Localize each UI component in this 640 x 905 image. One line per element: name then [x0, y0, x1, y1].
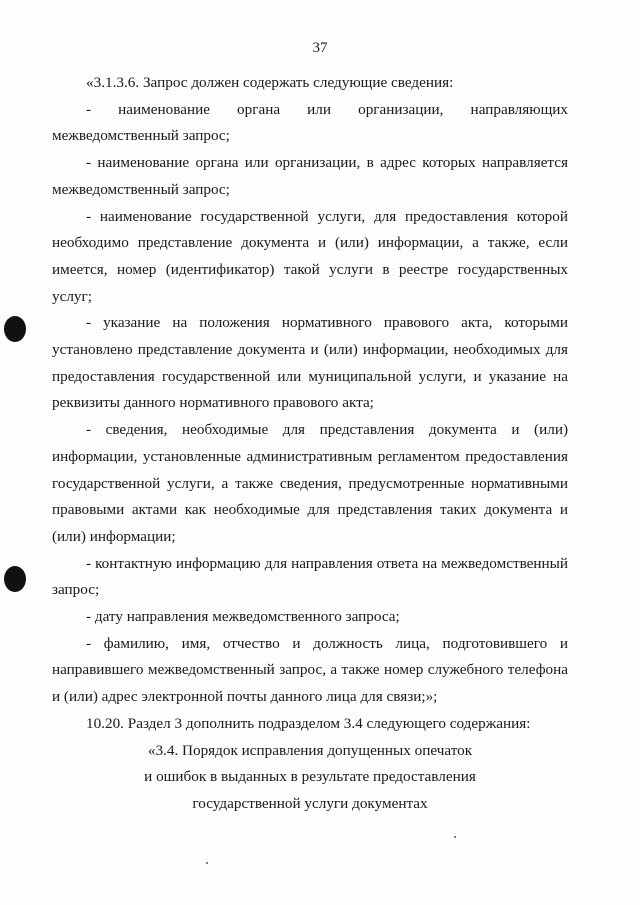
list-item-recipient-organ: - наименование органа или организации, в адрес которых направляется межведомственный запрос;: [52, 154, 568, 198]
paragraph-3-1-3-6: «3.1.3.6. Запрос должен содержать следующие сведения:: [86, 74, 454, 91]
list-item-legal-act: - указание на положения нормативного правового акта, которыми установлено представление документа и (или) информации, необходимых для предоставления государственной или муниципальной услуги, и указание на реквизиты данного нормативного правового акта;: [52, 314, 568, 412]
list-item-required-info: - сведения, необходимые для представления документа и (или) информации, установленные административным регламентом предоставления государственной услуги, а также сведения, предусмотренные нормативными правовыми актами как необходимые для представления таких документа и (или) информации;: [52, 421, 568, 545]
section-heading-line-2: и ошибок в выданных в результате предоставления: [144, 768, 476, 786]
page-number: 37: [312, 40, 328, 56]
list-item-service-name: - наименование государственной услуги, для предоставления которой необходимо представление документа и (или) информации, а также, если имеется, номер (идентификатор) такой услуги в реестре государственных услуг;: [52, 207, 568, 305]
scan-speck: [206, 862, 208, 864]
list-item-request-date: - дату направления межведомственного запроса;: [86, 608, 400, 626]
section-heading-line-1: «3.4. Порядок исправления допущенных опечаток: [147, 741, 473, 759]
list-item-sender-organ: - наименование органа или организации, направляющих межведомственный запрос;: [52, 100, 568, 145]
document-body: [52, 70, 568, 818]
paragraph-10-20: 10.20. Раздел 3 дополнить подразделом 3.4 следующего содержания:: [86, 714, 531, 732]
punch-hole-top: [4, 316, 26, 342]
list-item-contact-info: - контактную информацию для направления ответа на межведомственный запрос;: [52, 554, 568, 599]
punch-hole-bottom: [4, 566, 26, 592]
scan-speck: [454, 836, 456, 838]
section-heading-line-3: государственной услуги документах: [192, 794, 428, 812]
list-item-responsible-person: - фамилию, имя, отчество и должность лица, подготовившего и направившего межведомственный запрос, а также номер служебного телефона и (или) адрес электронной почты данного лица для связи;»;: [52, 634, 568, 706]
